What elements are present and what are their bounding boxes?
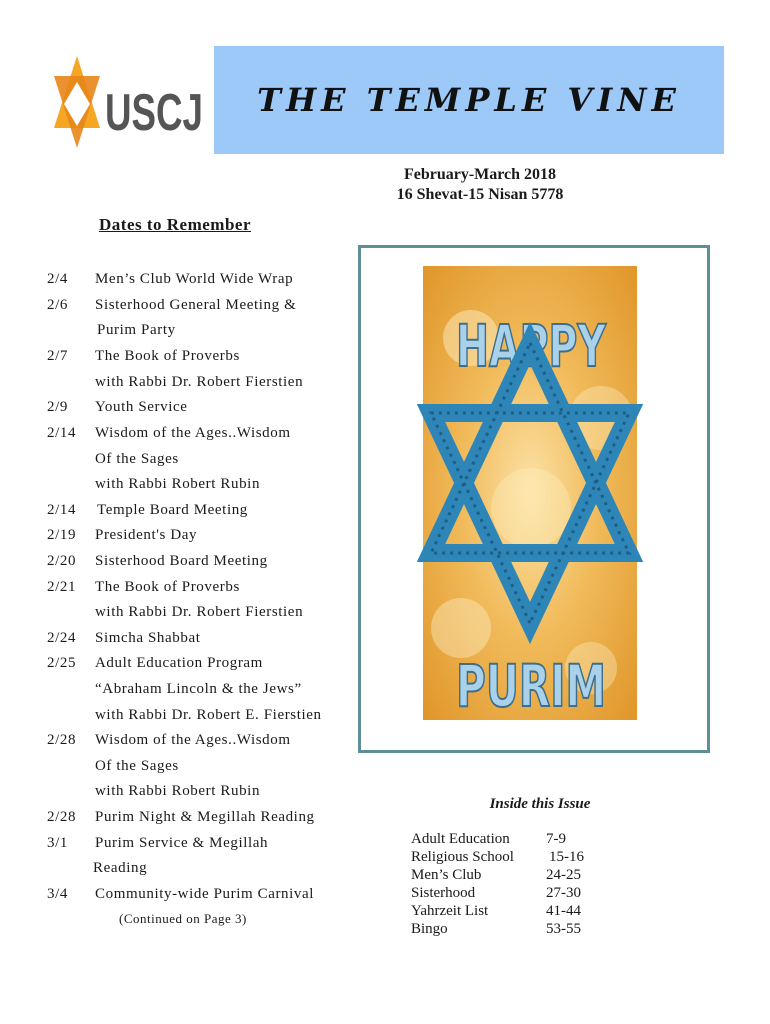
toc-item-name: Religious School [411, 849, 514, 865]
event-date: 2/25 [47, 655, 77, 671]
event-date: 2/28 [47, 732, 77, 748]
event-date: 2/7 [47, 348, 68, 364]
dates-heading: Dates to Remember [99, 215, 251, 234]
hebrew-date: 16 Shevat-15 Nisan 5778 [396, 186, 564, 203]
event-text: Men’s Club World Wide Wrap [95, 271, 294, 287]
toc-item-name: Bingo [411, 921, 448, 937]
purim-card-frame [358, 245, 710, 753]
event-text: The Book of Proverbs [95, 579, 240, 595]
card-bottom-word: PURIM [456, 652, 606, 720]
event-date: 2/6 [47, 297, 68, 313]
event-date: 2/28 [47, 809, 77, 825]
event-date: 2/19 [47, 527, 77, 543]
event-date: 2/20 [47, 553, 77, 569]
event-text: The Book of Proverbs [95, 348, 240, 364]
event-text: Sisterhood Board Meeting [95, 553, 268, 569]
event-text: Temple Board Meeting [97, 502, 248, 518]
event-text: with Rabbi Robert Rubin [95, 783, 261, 799]
event-date: 3/4 [47, 886, 68, 902]
event-text: Purim Night & Megillah Reading [95, 809, 315, 825]
toc-item-name: Adult Education [411, 831, 510, 847]
event-date: 2/24 [47, 630, 77, 646]
toc-item-pages: 27-30 [546, 885, 581, 901]
toc-item-pages: 7-9 [546, 831, 566, 847]
event-text: with Rabbi Dr. Robert Fierstien [95, 374, 304, 390]
toc-item-pages: 24-25 [546, 867, 581, 883]
logo-text: USCJ [105, 84, 203, 142]
event-text: President's Day [95, 527, 198, 543]
card-top-word: HAPPY [456, 312, 607, 380]
masthead-banner [214, 46, 724, 154]
newsletter-title: THE TEMPLE VINE [257, 81, 681, 119]
continued-note: (Continued on Page 3) [119, 911, 247, 926]
event-text: Adult Education Program [95, 655, 263, 671]
event-text: Of the Sages [95, 758, 179, 774]
event-text: Youth Service [95, 399, 188, 415]
event-date: 3/1 [47, 835, 68, 851]
toc-item-name: Men’s Club [411, 867, 482, 883]
event-text: Purim Service & Megillah [95, 835, 269, 851]
toc-item-name: Yahrzeit List [411, 903, 489, 919]
event-text: with Rabbi Robert Rubin [95, 476, 261, 492]
inside-issue-title: Inside this Issue [489, 796, 591, 812]
event-text: with Rabbi Dr. Robert Fierstien [95, 604, 304, 620]
toc-item-pages: 15-16 [549, 849, 584, 865]
toc-item-pages: 53-55 [546, 921, 581, 937]
uscj-logo [50, 52, 205, 152]
event-text: with Rabbi Dr. Robert E. Fierstien [95, 707, 322, 723]
event-date: 2/14 [47, 425, 77, 441]
event-date: 2/21 [47, 579, 77, 595]
event-text: Sisterhood General Meeting & [95, 297, 297, 313]
event-text: “Abraham Lincoln & the Jews” [95, 681, 302, 697]
event-text: Community-wide Purim Carnival [95, 886, 315, 902]
event-date: 2/14 [47, 502, 77, 518]
toc-item-pages: 41-44 [546, 903, 581, 919]
event-text: Wisdom of the Ages..Wisdom [95, 425, 291, 441]
purim-card-image [361, 248, 707, 750]
star-of-david-icon [54, 56, 100, 148]
event-text: Purim Party [97, 322, 176, 338]
event-date: 2/4 [47, 271, 68, 287]
event-text: Simcha Shabbat [95, 630, 201, 646]
event-text: Wisdom of the Ages..Wisdom [95, 732, 291, 748]
event-date: 2/9 [47, 399, 68, 415]
event-text: Reading [93, 860, 148, 876]
event-text: Of the Sages [95, 451, 179, 467]
toc-item-name: Sisterhood [411, 885, 476, 901]
issue-date: February-March 2018 [403, 166, 557, 183]
